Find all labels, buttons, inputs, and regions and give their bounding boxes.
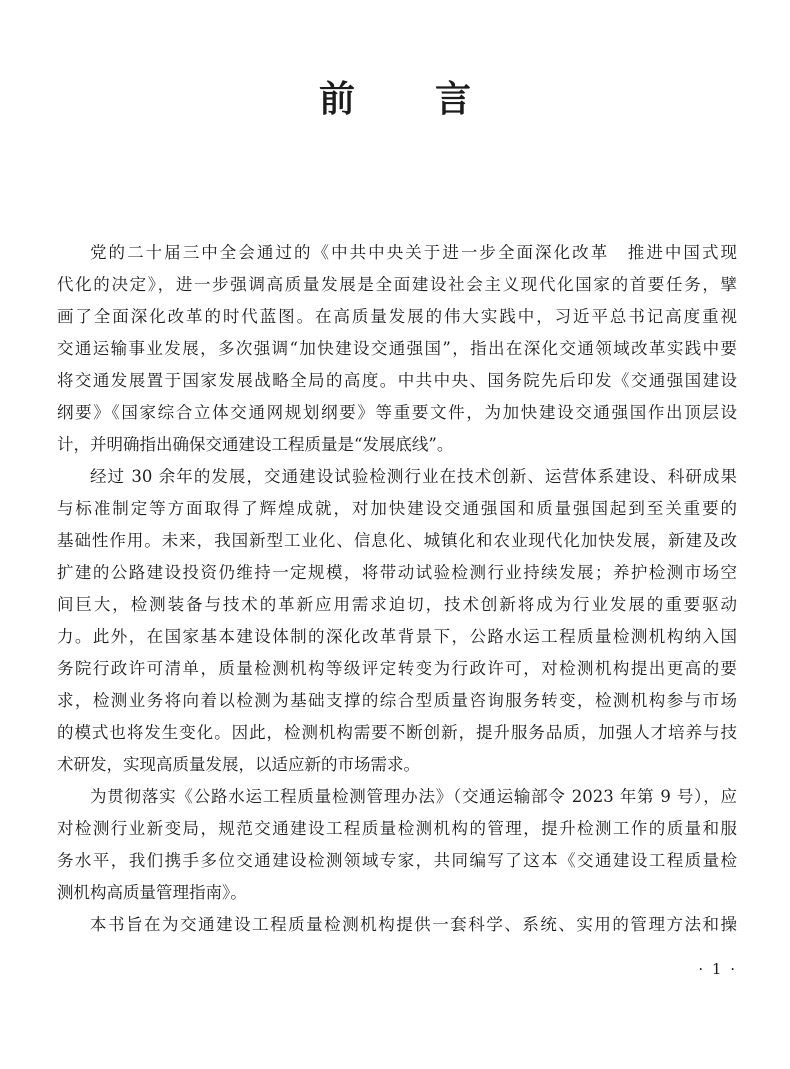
text-line: 为贯彻落实《公路水运工程质量检测管理办法》（交通运输部令 2023 年第 9 号），应 bbox=[90, 787, 737, 806]
text-line: 与标准制定等方面取得了辉煌成就，对加快建设交通强国和质量强国起到至关重要的 bbox=[57, 499, 737, 518]
text-line: 测机构高质量管理指南》。 bbox=[57, 883, 247, 902]
text-line: 画了全面深化改革的时代蓝图。在高质量发展的伟大实践中，习近平总书记高度重视 bbox=[57, 307, 737, 326]
text-line: 交通运输事业发展，多次强调“加快建设交通强国”，指出在深化交通领域改革实践中要 bbox=[57, 339, 737, 358]
text-line: 的模式也将发生变化。因此，检测机构需要不断创新，提升服务品质，加强人才培养与技 bbox=[57, 723, 737, 742]
text-line: 代化的决定》，进一步强调高质量发展是全面建设社会主义现代化国家的首要任务，擘 bbox=[57, 275, 737, 294]
page-number: · 1 · bbox=[698, 960, 737, 978]
page-title-text: 前 言 bbox=[318, 79, 493, 120]
text-line: 力。此外，在国家基本建设体制的深化改革背景下，公路水运工程质量检测机构纳入国 bbox=[57, 627, 737, 646]
text-line: 本书旨在为交通建设工程质量检测机构提供一套科学、系统、实用的管理方法和操 bbox=[90, 915, 737, 934]
text-line: 术研发，实现高质量发展，以适应新的市场需求。 bbox=[57, 755, 420, 774]
text-line: 经过 30 余年的发展，交通建设试验检测行业在技术创新、运营体系建设、科研成果 bbox=[90, 467, 737, 486]
text-line: 间巨大，检测装备与技术的革新应用需求迫切，技术创新将成为行业发展的重要驱动 bbox=[57, 595, 737, 614]
text-line: 扩建的公路建设投资仍维持一定规模，将带动试验检测行业持续发展；养护检测市场空 bbox=[57, 563, 737, 582]
text-line: 务水平，我们携手多位交通建设检测领域专家，共同编写了这本《交通建设工程质量检 bbox=[57, 851, 737, 870]
text-line: 务院行政许可清单，质量检测机构等级评定转变为行政许可，对检测机构提出更高的要 bbox=[57, 659, 737, 678]
text-line: 党的二十届三中全会通过的《中共中央关于进一步全面深化改革 推进中国式现 bbox=[90, 243, 737, 262]
text-line: 纲要》《国家综合立体交通网规划纲要》等重要文件，为加快建设交通强国作出顶层设 bbox=[57, 403, 737, 422]
text-line: 基础性作用。未来，我国新型工业化、信息化、城镇化和农业现代化加快发展，新建及改 bbox=[57, 531, 737, 550]
text-line: 对检测行业新变局，规范交通建设工程质量检测机构的管理，提升检测工作的质量和服 bbox=[57, 819, 737, 838]
text-line: 将交通发展置于国家发展战略全局的高度。中共中央、国务院先后印发《交通强国建设 bbox=[57, 371, 737, 390]
body-text bbox=[57, 237, 737, 941]
paragraph bbox=[57, 781, 737, 909]
paragraph bbox=[57, 237, 737, 461]
page-title bbox=[0, 80, 790, 120]
paragraph bbox=[57, 461, 737, 781]
text-line: 求，检测业务将向着以检测为基础支撑的综合型质量咨询服务转变，检测机构参与市场 bbox=[57, 691, 737, 710]
paragraph bbox=[57, 909, 737, 941]
text-line: 计，并明确指出确保交通建设工程质量是“发展底线”。 bbox=[57, 435, 454, 454]
